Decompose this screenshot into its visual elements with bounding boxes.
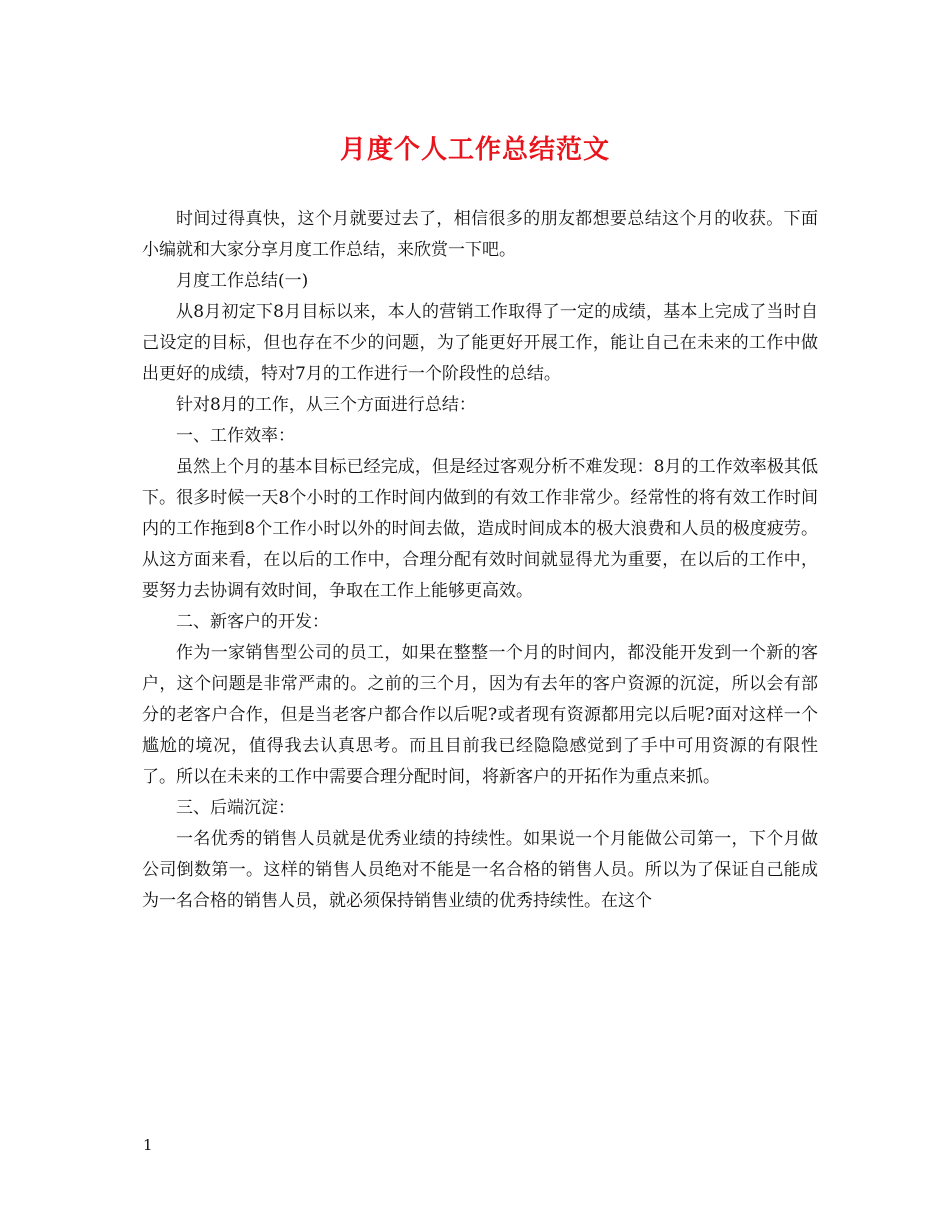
paragraph-heading-backend: 三、后端沉淀： bbox=[176, 798, 295, 818]
page-number: 1 bbox=[143, 1136, 153, 1154]
paragraph-heading-efficiency: 一、工作效率： bbox=[176, 426, 295, 446]
paragraph-section-heading: 月度工作总结(一) bbox=[176, 271, 309, 291]
paragraph-heading-new-clients: 二、新客户的开发： bbox=[176, 612, 329, 632]
document-body bbox=[142, 204, 818, 917]
paragraph-new-clients: 作为一家销售型公司的员工，如果在整整一个月的时间内，都没能开发到一个新的客户，这个问题是非常严肃的。之前的三个月，因为有去年的客户资源的沉淀，所以会有部分的老客户合作，但是当老客户都合作以后呢?或者现有资源都用完以后呢?面对这样一个尴尬的境况，值得我去认真思考。而且目前我已经隐隐感觉到了手中可用资源的有限性了。所以在未来的工作中需要合理分配时间，将新客户的开拓作为重点来抓。 bbox=[142, 643, 818, 787]
paragraph-intro: 时间过得真快，这个月就要过去了，相信很多的朋友都想要总结这个月的收获。下面小编就和大家分享月度工作总结，来欣赏一下吧。 bbox=[142, 209, 818, 260]
document-title: 月度个人工作总结范文 bbox=[339, 135, 610, 165]
paragraph-backend: 一名优秀的销售人员就是优秀业绩的持续性。如果说一个月能做公司第一，下个月做公司倒数第一。这样的销售人员绝对不能是一名合格的销售人员。所以为了保证自己能成为一名合格的销售人员，就必须保持销售业绩的优秀持续性。在这个 bbox=[142, 829, 818, 911]
paragraph-efficiency: 虽然上个月的基本目标已经完成，但是经过客观分析不难发现：8月的工作效率极其低下。很多时候一天8个小时的工作时间内做到的有效工作非常少。经常性的将有效工作时间内的工作拖到8个工作小时以外的时间去做，造成时间成本的极大浪费和人员的极度疲劳。从这方面来看，在以后的工作中，合理分配有效时间就显得尤为重要，在以后的工作中，要努力去协调有效时间，争取在工作上能够更高效。 bbox=[142, 457, 818, 601]
paragraph-overview: 从8月初定下8月目标以来，本人的营销工作取得了一定的成绩，基本上完成了当时自己设定的目标，但也存在不少的问题，为了能更好开展工作，能让自己在未来的工作中做出更好的成绩，特对7月的工作进行一个阶段性的总结。 bbox=[142, 302, 818, 384]
paragraph-aspects: 针对8月的工作，从三个方面进行总结： bbox=[176, 395, 476, 415]
